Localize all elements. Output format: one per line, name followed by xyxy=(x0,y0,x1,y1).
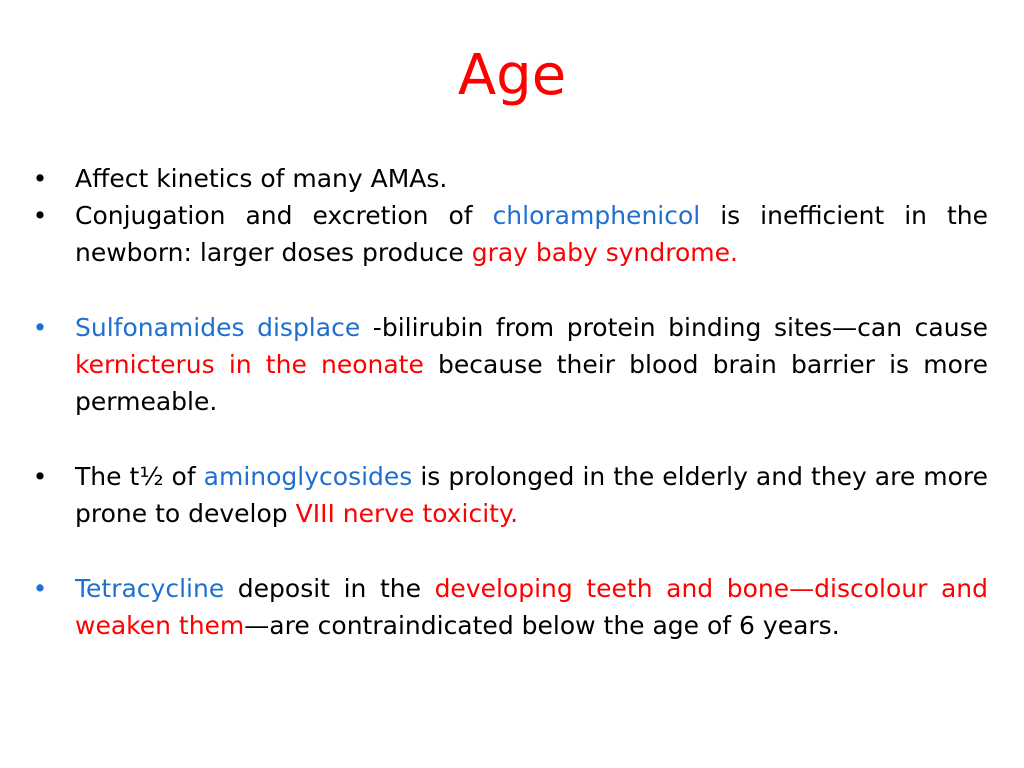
bullet-dot-icon: • xyxy=(32,201,48,230)
bullet-item-aminoglycosides xyxy=(30,458,988,532)
bullet-item-kinetics xyxy=(30,160,988,197)
bullet-dot-icon: • xyxy=(32,462,48,491)
bullet-text: Conjugation and excretion of xyxy=(75,201,493,230)
bullet-dot-icon: • xyxy=(32,574,48,603)
bullet-text: -bilirubin from protein binding sites—can cause xyxy=(360,313,988,342)
adverse-effect-highlight: kernicterus in the neonate xyxy=(75,350,424,379)
bullet-text: Affect kinetics of many AMAs. xyxy=(75,164,448,193)
bullet-text: —are contraindicated below the age of 6 years. xyxy=(244,611,840,640)
bullet-item-chloramphenicol xyxy=(30,197,988,271)
bullet-list xyxy=(30,160,988,644)
drug-name-highlight: aminoglycosides xyxy=(203,462,413,491)
adverse-effect-highlight: VIII nerve toxicity. xyxy=(295,499,519,528)
slide-title: Age xyxy=(457,43,567,108)
bullet-text: deposit in the xyxy=(224,574,435,603)
adverse-effect-highlight: gray baby syndrome. xyxy=(471,238,738,267)
bullet-text: is prolonged in the elderly and they are more prone to develop xyxy=(75,462,988,528)
drug-name-highlight: Sulfonamides displace xyxy=(75,313,361,342)
bullet-dot-icon: • xyxy=(32,164,48,193)
bullet-text: is inefficient in the newborn: larger doses produce xyxy=(75,201,988,267)
bullet-text: because their blood brain barrier is more permeable. xyxy=(75,350,988,416)
bullet-item-tetracycline xyxy=(30,570,988,644)
bullet-text: The t½ of xyxy=(75,462,204,491)
adverse-effect-highlight: developing teeth and bone—discolour and weaken them xyxy=(75,574,988,640)
drug-name-highlight: Tetracycline xyxy=(75,574,225,603)
bullet-item-sulfonamides xyxy=(30,309,988,420)
drug-name-highlight: chloramphenicol xyxy=(492,201,701,230)
bullet-dot-icon: • xyxy=(32,313,48,342)
